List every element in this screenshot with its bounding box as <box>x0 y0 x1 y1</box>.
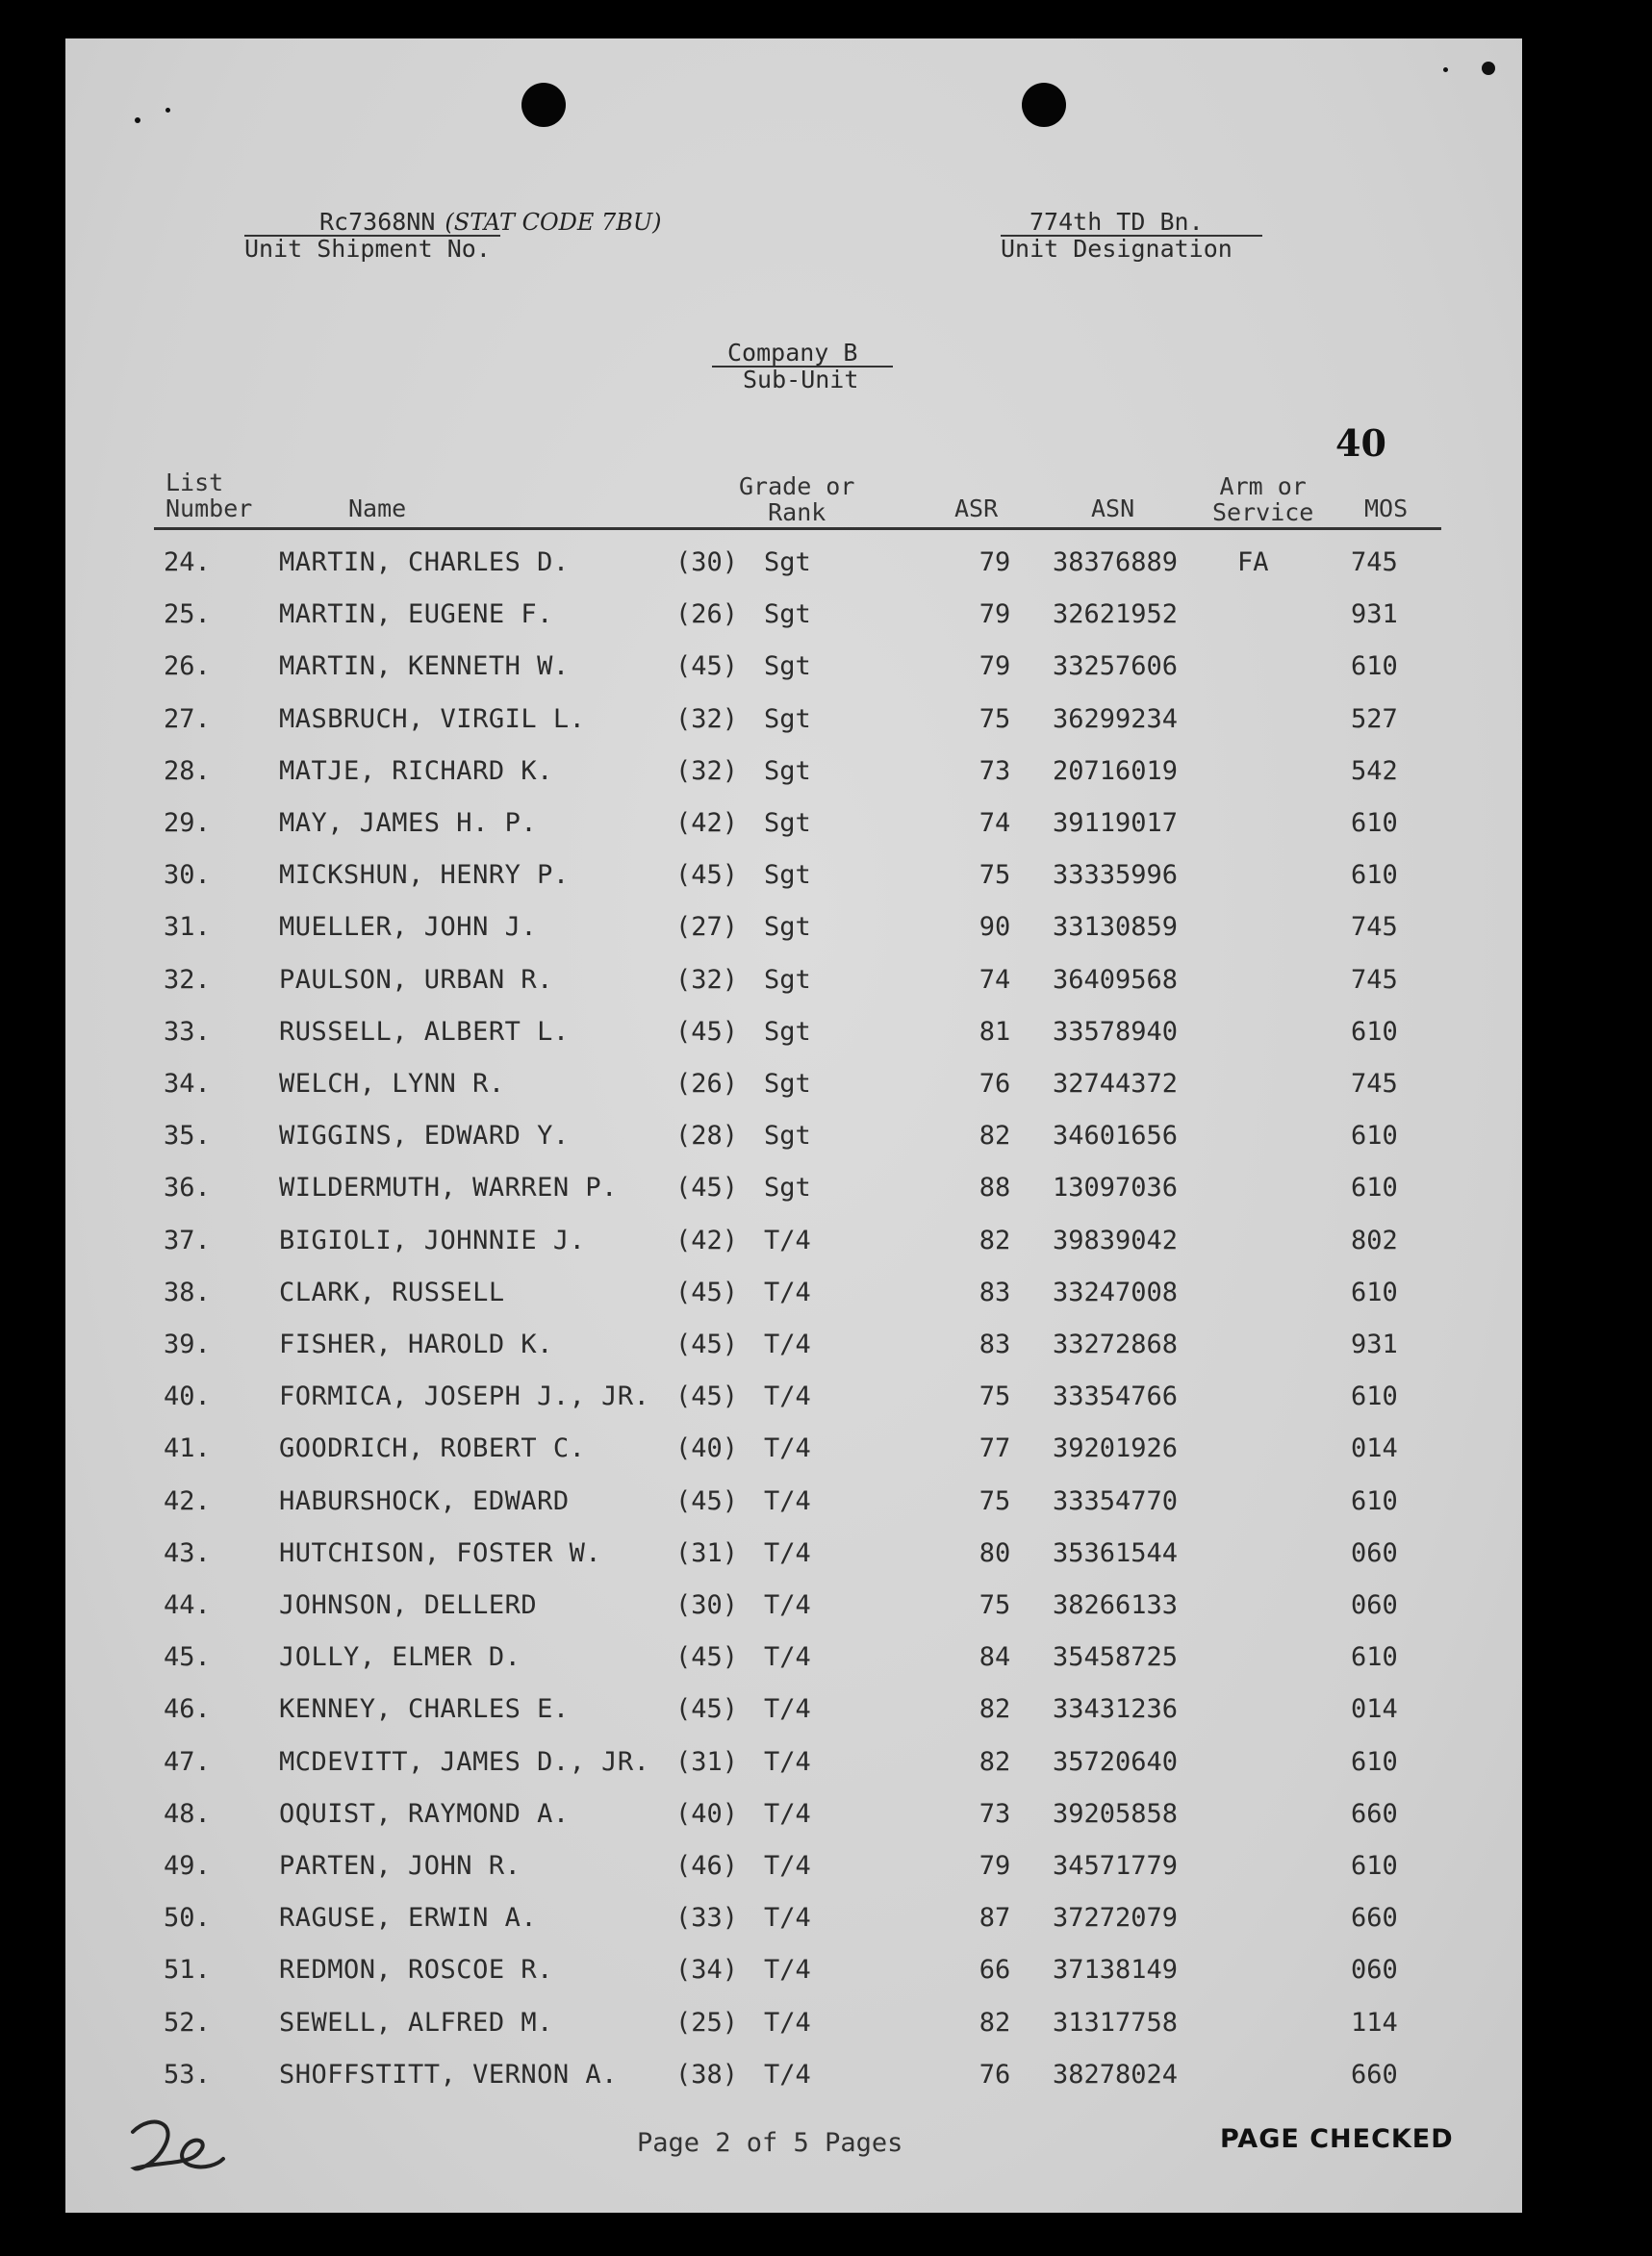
column-header-mos: MOS <box>1364 494 1409 522</box>
table-row <box>65 641 1509 693</box>
list-number: 31. <box>164 912 211 943</box>
age: (45) <box>675 651 739 682</box>
table-row <box>65 694 1509 746</box>
punch-hole <box>1022 83 1066 127</box>
asr-score: 73 <box>978 755 1011 786</box>
mos-code: 060 <box>1351 1955 1398 1986</box>
header-rule <box>154 527 1441 530</box>
soldier-name: GOODRICH, ROBERT C. <box>279 1433 586 1464</box>
header-line: Grade or <box>739 472 855 500</box>
soldier-name: PARTEN, JOHN R. <box>279 1851 521 1881</box>
grade: T/4 <box>764 1433 811 1464</box>
mos-code: 610 <box>1351 1121 1398 1152</box>
table-row <box>65 1997 1509 2049</box>
army-serial-number: 33354766 <box>1053 1381 1179 1412</box>
soldier-name: SEWELL, ALFRED M. <box>279 2007 553 2038</box>
grade: T/4 <box>764 1590 811 1620</box>
army-serial-number: 33354770 <box>1053 1485 1179 1516</box>
grade: T/4 <box>764 1485 811 1516</box>
asr-score: 76 <box>978 2059 1011 2090</box>
asr-score: 66 <box>978 1955 1011 1986</box>
list-number: 37. <box>164 1225 211 1255</box>
table-row <box>65 537 1509 589</box>
soldier-name: RUSSELL, ALBERT L. <box>279 1016 570 1047</box>
page-checked-stamp: PAGE CHECKED <box>1220 2124 1454 2154</box>
army-serial-number: 33247008 <box>1053 1277 1179 1307</box>
mos-code: 745 <box>1351 964 1398 995</box>
soldier-name: MARTIN, KENNETH W. <box>279 651 570 682</box>
table-row <box>65 1736 1509 1788</box>
grade: T/4 <box>764 2007 811 2038</box>
age: (45) <box>675 1381 739 1412</box>
column-header-list-number <box>165 469 252 521</box>
army-serial-number: 37272079 <box>1053 1903 1179 1934</box>
list-number: 53. <box>164 2059 211 2090</box>
list-number: 42. <box>164 1485 211 1516</box>
soldier-name: FORMICA, JOSEPH J., JR. <box>279 1381 650 1412</box>
grade: Sgt <box>764 860 811 891</box>
age: (30) <box>675 547 739 577</box>
asr-score: 79 <box>978 1851 1011 1881</box>
asr-score: 76 <box>978 1069 1011 1099</box>
table-row <box>65 1058 1509 1110</box>
list-number: 38. <box>164 1277 211 1307</box>
grade: Sgt <box>764 912 811 943</box>
grade: Sgt <box>764 1173 811 1204</box>
grade: T/4 <box>764 2059 811 2090</box>
age: (26) <box>675 1069 739 1099</box>
unit-designation: 774th TD Bn. <box>1029 208 1204 236</box>
soldier-name: OQUIST, RAYMOND A. <box>279 1798 570 1829</box>
list-number: 28. <box>164 755 211 786</box>
handwritten-stat-code: (STAT CODE 7BU) <box>445 209 662 236</box>
table-row <box>65 1840 1509 1892</box>
asr-score: 82 <box>978 1746 1011 1777</box>
grade: Sgt <box>764 1016 811 1047</box>
army-serial-number: 38376889 <box>1053 547 1179 577</box>
age: (32) <box>675 755 739 786</box>
header-line: Number <box>165 494 253 522</box>
age: (45) <box>675 860 739 891</box>
soldier-name: CLARK, RUSSELL <box>279 1277 505 1307</box>
list-number: 36. <box>164 1173 211 1204</box>
soldier-name: WIGGINS, EDWARD Y. <box>279 1121 570 1152</box>
mos-code: 660 <box>1351 2059 1398 2090</box>
grade: T/4 <box>764 1851 811 1881</box>
speck <box>135 117 140 123</box>
soldier-name: WILDERMUTH, WARREN P. <box>279 1173 618 1204</box>
age: (32) <box>675 964 739 995</box>
document-page <box>65 38 1522 2213</box>
mos-code: 542 <box>1351 755 1398 786</box>
grade: T/4 <box>764 1330 811 1359</box>
army-serial-number: 33130859 <box>1053 912 1179 943</box>
table-row <box>65 2049 1509 2101</box>
grade: T/4 <box>764 1642 811 1673</box>
soldier-name: MATJE, RICHARD K. <box>279 755 553 786</box>
page-count: Page 2 of 5 Pages <box>637 2128 903 2158</box>
table-row <box>65 1110 1509 1162</box>
grade: T/4 <box>764 1746 811 1777</box>
mos-code: 527 <box>1351 703 1398 734</box>
asr-score: 83 <box>978 1330 1011 1359</box>
list-number: 29. <box>164 808 211 838</box>
mos-code: 610 <box>1351 860 1398 891</box>
table-row <box>65 1215 1509 1267</box>
army-serial-number: 33431236 <box>1053 1694 1179 1725</box>
age: (45) <box>675 1173 739 1204</box>
soldier-name: BIGIOLI, JOHNNIE J. <box>279 1225 586 1255</box>
list-number: 43. <box>164 1537 211 1568</box>
army-serial-number: 13097036 <box>1053 1173 1179 1204</box>
list-number: 47. <box>164 1746 211 1777</box>
unit-shipment-label: Unit Shipment No. <box>244 235 491 263</box>
mos-code: 610 <box>1351 808 1398 838</box>
mos-code: 931 <box>1351 1330 1398 1359</box>
table-row <box>65 1319 1509 1371</box>
army-serial-number: 35361544 <box>1053 1537 1179 1568</box>
table-row <box>65 1528 1509 1580</box>
list-number: 48. <box>164 1798 211 1829</box>
list-number: 24. <box>164 547 211 577</box>
age: (34) <box>675 1955 739 1986</box>
soldier-name: HABURSHOCK, EDWARD <box>279 1485 570 1516</box>
table-row <box>65 746 1509 798</box>
mos-code: 610 <box>1351 1851 1398 1881</box>
column-header-asn: ASN <box>1091 494 1135 522</box>
grade: T/4 <box>764 1955 811 1986</box>
page-number: 40 <box>1335 421 1386 465</box>
army-serial-number: 36409568 <box>1053 964 1179 995</box>
table-row <box>65 1162 1509 1214</box>
age: (40) <box>675 1798 739 1829</box>
asr-score: 77 <box>978 1433 1011 1464</box>
asr-score: 82 <box>978 1694 1011 1725</box>
army-serial-number: 34601656 <box>1053 1121 1179 1152</box>
army-serial-number: 33272868 <box>1053 1330 1179 1359</box>
grade: Sgt <box>764 1069 811 1099</box>
mos-code: 610 <box>1351 1173 1398 1204</box>
age: (45) <box>675 1277 739 1307</box>
army-serial-number: 32744372 <box>1053 1069 1179 1099</box>
header-line: List <box>165 469 224 496</box>
table-row <box>65 1006 1509 1058</box>
grade: Sgt <box>764 703 811 734</box>
asr-score: 84 <box>978 1642 1011 1673</box>
list-number: 32. <box>164 964 211 995</box>
list-number: 39. <box>164 1330 211 1359</box>
table-row <box>65 1476 1509 1528</box>
arm-or-service: FA <box>1237 547 1269 577</box>
age: (45) <box>675 1016 739 1047</box>
asr-score: 75 <box>978 1485 1011 1516</box>
asr-score: 73 <box>978 1798 1011 1829</box>
asr-score: 83 <box>978 1277 1011 1307</box>
army-serial-number: 39205858 <box>1053 1798 1179 1829</box>
asr-score: 80 <box>978 1537 1011 1568</box>
asr-score: 74 <box>978 808 1011 838</box>
table-row <box>65 798 1509 849</box>
mos-code: 745 <box>1351 547 1398 577</box>
list-number: 45. <box>164 1642 211 1673</box>
army-serial-number: 37138149 <box>1053 1955 1179 1986</box>
asr-score: 75 <box>978 860 1011 891</box>
mos-code: 610 <box>1351 1485 1398 1516</box>
grade: Sgt <box>764 651 811 682</box>
grade: T/4 <box>764 1537 811 1568</box>
table-row <box>65 1371 1509 1423</box>
asr-score: 79 <box>978 599 1011 630</box>
army-serial-number: 39201926 <box>1053 1433 1179 1464</box>
army-serial-number: 33257606 <box>1053 651 1179 682</box>
grade: T/4 <box>764 1694 811 1725</box>
grade: Sgt <box>764 964 811 995</box>
punch-hole <box>521 83 566 127</box>
asr-score: 87 <box>978 1903 1011 1934</box>
handwritten-initials <box>123 2113 229 2180</box>
table-row <box>65 1632 1509 1684</box>
soldier-name: MASBRUCH, VIRGIL L. <box>279 703 586 734</box>
grade: T/4 <box>764 1903 811 1934</box>
header-line: Rank <box>768 498 826 526</box>
army-serial-number: 38266133 <box>1053 1590 1179 1620</box>
mos-code: 060 <box>1351 1537 1398 1568</box>
army-serial-number: 33578940 <box>1053 1016 1179 1047</box>
mos-code: 014 <box>1351 1694 1398 1725</box>
mos-code: 802 <box>1351 1225 1398 1255</box>
header-line: Arm or <box>1219 472 1307 500</box>
list-number: 50. <box>164 1903 211 1934</box>
mos-code: 014 <box>1351 1433 1398 1464</box>
soldier-name: FISHER, HAROLD K. <box>279 1330 553 1359</box>
list-number: 46. <box>164 1694 211 1725</box>
mos-code: 610 <box>1351 1746 1398 1777</box>
age: (45) <box>675 1642 739 1673</box>
list-number: 52. <box>164 2007 211 2038</box>
speck <box>165 108 170 113</box>
mos-code: 660 <box>1351 1903 1398 1934</box>
list-number: 27. <box>164 703 211 734</box>
list-number: 51. <box>164 1955 211 1986</box>
unit-shipment-number: Rc7368NN <box>319 208 436 236</box>
list-number: 25. <box>164 599 211 630</box>
soldier-name: PAULSON, URBAN R. <box>279 964 553 995</box>
mos-code: 610 <box>1351 1016 1398 1047</box>
age: (30) <box>675 1590 739 1620</box>
soldier-name: MCDEVITT, JAMES D., JR. <box>279 1746 650 1777</box>
soldier-name: RAGUSE, ERWIN A. <box>279 1903 538 1934</box>
grade: Sgt <box>764 1121 811 1152</box>
soldier-name: MARTIN, EUGENE F. <box>279 599 553 630</box>
age: (26) <box>675 599 739 630</box>
grade: T/4 <box>764 1381 811 1412</box>
army-serial-number: 34571779 <box>1053 1851 1179 1881</box>
asr-score: 75 <box>978 1590 1011 1620</box>
army-serial-number: 36299234 <box>1053 703 1179 734</box>
mos-code: 610 <box>1351 1277 1398 1307</box>
grade: T/4 <box>764 1225 811 1255</box>
mos-code: 745 <box>1351 1069 1398 1099</box>
list-number: 30. <box>164 860 211 891</box>
soldier-name: MAY, JAMES H. P. <box>279 808 538 838</box>
column-header-grade <box>739 473 854 525</box>
grade: T/4 <box>764 1798 811 1829</box>
age: (32) <box>675 703 739 734</box>
sub-unit-label: Sub-Unit <box>743 366 859 393</box>
table-row <box>65 1944 1509 1996</box>
grade: T/4 <box>764 1277 811 1307</box>
list-number: 33. <box>164 1016 211 1047</box>
age: (27) <box>675 912 739 943</box>
asr-score: 82 <box>978 1225 1011 1255</box>
age: (45) <box>675 1694 739 1725</box>
column-header-name: Name <box>348 494 407 522</box>
table-row <box>65 954 1509 1006</box>
table-row <box>65 849 1509 901</box>
asr-score: 88 <box>978 1173 1011 1204</box>
army-serial-number: 35720640 <box>1053 1746 1179 1777</box>
asr-score: 75 <box>978 1381 1011 1412</box>
age: (45) <box>675 1485 739 1516</box>
asr-score: 75 <box>978 703 1011 734</box>
header-line: Service <box>1212 498 1314 526</box>
list-number: 35. <box>164 1121 211 1152</box>
asr-score: 82 <box>978 2007 1011 2038</box>
army-serial-number: 33335996 <box>1053 860 1179 891</box>
army-serial-number: 39839042 <box>1053 1225 1179 1255</box>
soldier-name: SHOFFSTITT, VERNON A. <box>279 2059 618 2090</box>
sub-unit-block <box>712 341 893 393</box>
grade: Sgt <box>764 547 811 577</box>
soldier-name: REDMON, ROSCOE R. <box>279 1955 553 1986</box>
unit-designation-label: Unit Designation <box>1001 235 1233 263</box>
age: (33) <box>675 1903 739 1934</box>
mos-code: 114 <box>1351 2007 1398 2038</box>
list-number: 44. <box>164 1590 211 1620</box>
table-row <box>65 589 1509 641</box>
table-row <box>65 1423 1509 1475</box>
table-row <box>65 901 1509 953</box>
mos-code: 745 <box>1351 912 1398 943</box>
list-number: 26. <box>164 651 211 682</box>
army-serial-number: 31317758 <box>1053 2007 1179 2038</box>
age: (31) <box>675 1746 739 1777</box>
table-row <box>65 1788 1509 1840</box>
speck <box>1443 67 1448 72</box>
asr-score: 74 <box>978 964 1011 995</box>
asr-score: 81 <box>978 1016 1011 1047</box>
age: (46) <box>675 1851 739 1881</box>
list-number: 34. <box>164 1069 211 1099</box>
column-header-asr: ASR <box>954 494 999 522</box>
age: (25) <box>675 2007 739 2038</box>
grade: Sgt <box>764 755 811 786</box>
age: (28) <box>675 1121 739 1152</box>
age: (40) <box>675 1433 739 1464</box>
age: (42) <box>675 1225 739 1255</box>
army-serial-number: 20716019 <box>1053 755 1179 786</box>
soldier-name: JOHNSON, DELLERD <box>279 1590 538 1620</box>
soldier-name: HUTCHISON, FOSTER W. <box>279 1537 602 1568</box>
army-serial-number: 35458725 <box>1053 1642 1179 1673</box>
soldier-name: MUELLER, JOHN J. <box>279 912 538 943</box>
soldier-name: MICKSHUN, HENRY P. <box>279 860 570 891</box>
grade: Sgt <box>764 599 811 630</box>
army-serial-number: 32621952 <box>1053 599 1179 630</box>
mos-code: 660 <box>1351 1798 1398 1829</box>
sub-unit: Company B <box>727 339 858 367</box>
table-row <box>65 1267 1509 1319</box>
age: (42) <box>675 808 739 838</box>
soldier-name: WELCH, LYNN R. <box>279 1069 505 1099</box>
mos-code: 610 <box>1351 1381 1398 1412</box>
mos-code: 931 <box>1351 599 1398 630</box>
mos-code: 610 <box>1351 1642 1398 1673</box>
table-row <box>65 1684 1509 1736</box>
army-serial-number: 39119017 <box>1053 808 1179 838</box>
asr-score: 79 <box>978 651 1011 682</box>
mos-code: 060 <box>1351 1590 1398 1620</box>
unit-designation-block <box>1001 210 1262 262</box>
soldier-name: KENNEY, CHARLES E. <box>279 1694 570 1725</box>
soldier-name: JOLLY, ELMER D. <box>279 1642 521 1673</box>
unit-shipment-block <box>244 210 662 262</box>
army-serial-number: 38278024 <box>1053 2059 1179 2090</box>
grade: Sgt <box>764 808 811 838</box>
column-header-arm-or-service <box>1212 473 1313 525</box>
age: (38) <box>675 2059 739 2090</box>
table-row <box>65 1580 1509 1632</box>
asr-score: 90 <box>978 912 1011 943</box>
soldier-name: MARTIN, CHARLES D. <box>279 547 570 577</box>
list-number: 40. <box>164 1381 211 1412</box>
list-number: 49. <box>164 1851 211 1881</box>
age: (45) <box>675 1330 739 1359</box>
table-row <box>65 1892 1509 1944</box>
speck <box>1482 62 1495 75</box>
list-number: 41. <box>164 1433 211 1464</box>
mos-code: 610 <box>1351 651 1398 682</box>
asr-score: 82 <box>978 1121 1011 1152</box>
age: (31) <box>675 1537 739 1568</box>
asr-score: 79 <box>978 547 1011 577</box>
